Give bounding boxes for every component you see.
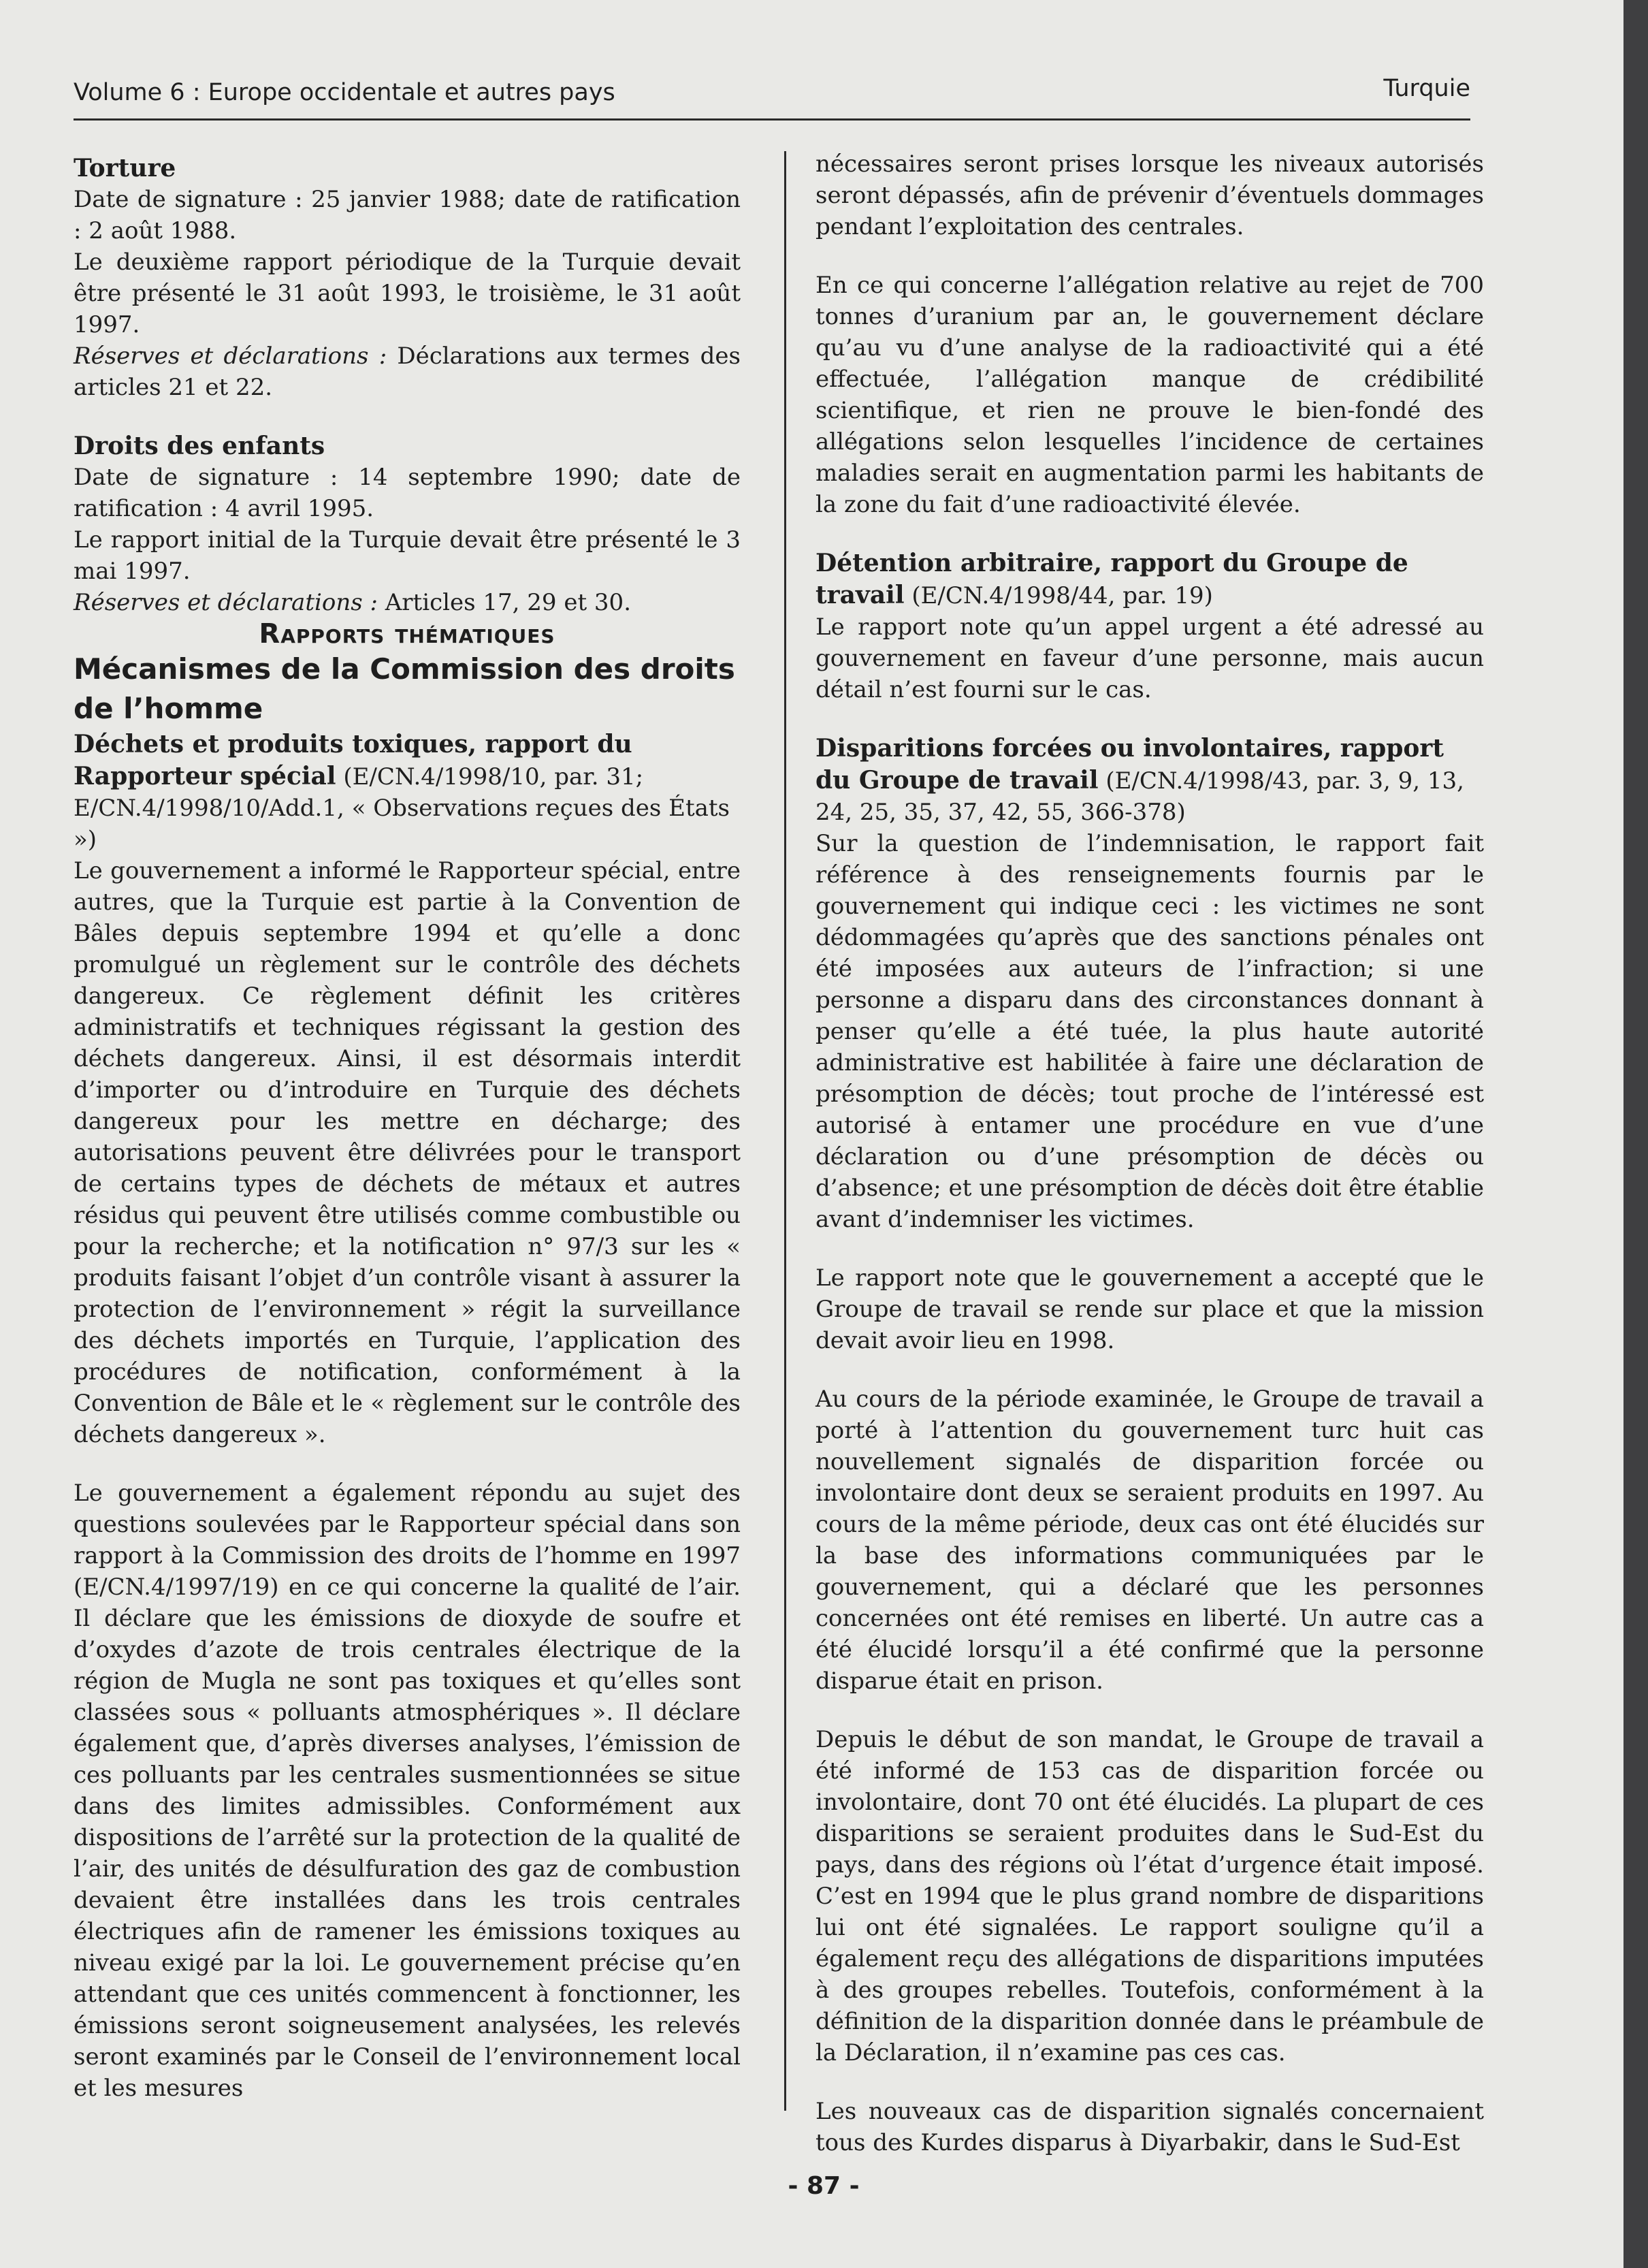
reserves-text: Déclarations aux termes des articles 21 et 22. [74, 342, 741, 401]
header-country: Turquie [1383, 75, 1470, 102]
torture-dates: Date de signature : 25 janvier 1988; date de ratification : 2 août 1988. [74, 186, 741, 244]
right-column [815, 148, 1484, 2158]
detention-title: Détention arbitraire, rapport du Groupe de travail [815, 549, 1408, 609]
disparitions-paragraph-5: Les nouveaux cas de disparition signalés concernaient tous des Kurdes disparus à Diyarbakir, dans le Sud-Est [815, 2098, 1484, 2156]
reserves-label: Réserves et déclarations : [74, 589, 378, 616]
enfants-dates: Date de signature : 14 septembre 1990; date de ratification : 4 avril 1995. [74, 464, 741, 522]
page-number: - 87 - [788, 2172, 860, 2200]
detention-ref: (E/CN.4/1998/44, par. 19) [904, 582, 1213, 609]
torture-reserves [74, 340, 741, 403]
disparitions-paragraph-1: Sur la question de l’indemnisation, le rapport fait référence à des renseignements fournis par le gouvernement qui indique ceci : les victimes ne sont dédommagées qu’après que des sanctions pénales ont été imposées aux auteurs de l’infraction; si une personne a disparu dans des circonstances donnant à penser qu’elle a été tuée, la plus haute autorité administrative est habilitée à faire une déclaration de présomption de décès; tout proche de l’intéressé est autorisé à entamer une procédure en vue d’une déclaration ou d’une présomption de décès ou d’absence; et une présomption de décès doit être établie avant d’indemniser les victimes. [815, 830, 1484, 1233]
uranium-paragraph: En ce qui concerne l’allégation relative au rejet de 700 tonnes d’uranium par an, le gouvernement déclare qu’au vu d’une analyse de la radioactivité qui a été effectuée, l’allégation manque de crédibilité scientifique, et rien ne prouve le bien-fondé des allégations selon lesquelles l’incidence de certaines maladies serait en augmentation parmi les habitants de la zone du fait d’une radioactivité élevée. [815, 272, 1484, 518]
disparitions-heading [815, 733, 1484, 828]
scan-edge [1623, 0, 1648, 2268]
dechets-title: Déchets et produits toxiques, rapport du Rapporteur spécial [74, 730, 632, 790]
mechanisms-title: Mécanismes de la Commission des droits de l’homme [74, 652, 735, 725]
reserves-text: Articles 17, 29 et 30. [377, 589, 631, 616]
enfants-reserves [74, 587, 741, 618]
dechets-heading [74, 729, 741, 855]
disparitions-paragraph-3: Au cours de la période examinée, le Groupe de travail a porté à l’attention du gouvernement turc huit cas nouvellement signalés de disparition forcée ou involontaire dont deux se seraient produits en 1997. Au cours de la même période, deux cas ont été élucidés sur la base des informations communiquées par le gouvernement, qui a déclaré que les personnes concernées ont été remises en liberté. Un autre cas a été élucidé lorsqu’il a été confirmé que la personne disparue était en prison. [815, 1386, 1484, 1695]
header-volume: Volume 6 : Europe occidentale et autres pays [74, 79, 615, 106]
disparitions-title: Disparitions forcées ou involontaires, rapport du Groupe de travail [815, 734, 1444, 795]
running-header [74, 75, 1470, 121]
section-title-enfants: Droits des enfants [74, 432, 325, 460]
disparitions-paragraph-4: Depuis le début de son mandat, le Groupe de travail a été informé de 153 cas de disparition forcée ou involontaire, dont 70 ont été élucidés. La plupart de ces disparitions se seraient produites dans le Sud-Est du pays, dans des régions où l’état d’urgence était imposé. C’est en 1994 que le plus grand nombre de disparitions lui ont été signalées. Le rapport souligne qu’il a également reçu des allégations de disparitions imputées à des groupes rebelles. Toutefois, conformément à la définition de la disparition donnée dans le préambule de la Déclaration, il n’examine pas ces cas. [815, 1726, 1484, 2066]
dechets-ref: (E/CN.4/1998/10, par. 31; E/CN.4/1998/10/Add.1, « Observations reçues des États ») [74, 763, 730, 853]
detention-paragraph: Le rapport note qu’un appel urgent a été adressé au gouvernement en faveur d’une personne, mais aucun détail n’est fourni sur le cas. [815, 613, 1484, 703]
detention-heading [815, 547, 1484, 611]
disparitions-paragraph-2: Le rapport note que le gouvernement a accepté que le Groupe de travail se rende sur place et que la mission devait avoir lieu en 1998. [815, 1264, 1484, 1354]
continued-paragraph: nécessaires seront prises lorsque les niveaux autorisés seront dépassés, afin de prévenir d’éventuels dommages pendant l’exploitation des centrales. [815, 150, 1484, 240]
reserves-label: Réserves et déclarations : [74, 342, 387, 370]
dechets-paragraph-1: Le gouvernement a informé le Rapporteur spécial, entre autres, que la Turquie est partie à la Convention de Bâles depuis septembre 1994 et qu’elle a donc promulgué un règlement sur le contrôle des déchets dangereux. Ce règlement définit les critères administratifs et techniques régissant la gestion des déchets dangereux. Ainsi, il est désormais interdit d’importer ou d’introduire en Turquie des déchets dangereux pour les mettre en décharge; des autorisations peuvent être délivrées pour le transport de certains types de déchets de métaux et autres résidus qui peuvent être utilisés comme combustible ou pour la recherche; et la notification n° 97/3 sur les « produits faisant l’objet d’un contrôle visant à assurer la protection de l’environnement » régit la surveillance des déchets importés en Turquie, l’application des procédures de notification, conformément à la Convention de Bâle et le « règlement sur le contrôle des déchets dangereux ». [74, 857, 741, 1448]
section-title-torture: Torture [74, 154, 176, 182]
dechets-paragraph-2: Le gouvernement a également répondu au sujet des questions soulevées par le Rapporteur spécial dans son rapport à la Commission des droits de l’homme en 1997 (E/CN.4/1997/19) en ce qui concerne la qualité de l’air. Il déclare que les émissions de dioxyde de soufre et d’oxydes d’azote de trois centrales électrique de la région de Mugla ne sont pas toxiques et qu’elles sont classées sous « polluants atmosphériques ». Il déclare également que, d’après diverses analyses, l’émission de ces polluants par les centrales susmentionnées se situe dans des limites admissibles. Conformément aux dispositions de l’arrêté sur la protection de la qualité de l’air, des unités de désulfuration des gaz de combustion devaient être installées dans les trois centrales électriques afin de ramener les émissions toxiques au niveau exigé par la loi. Le gouvernement précise qu’en attendant que ces unités commencent à fonctionner, les émissions seront soigneusement analysées, les relevés seront examinés par le Conseil de l’environnement local et les mesures [74, 1480, 741, 2102]
left-column [74, 153, 741, 2104]
column-divider [784, 151, 786, 2111]
thematic-reports-title: Rapports thématiques [259, 618, 555, 650]
disparitions-ref: (E/CN.4/1998/43, par. 3, 9, 13, 24, 25, 35, 37, 42, 55, 366-378) [815, 767, 1464, 826]
torture-reports: Le deuxième rapport périodique de la Turquie devait être présenté le 31 août 1993, le troisième, le 31 août 1997. [74, 249, 741, 338]
enfants-reports: Le rapport initial de la Turquie devait être présenté le 3 mai 1997. [74, 526, 741, 585]
